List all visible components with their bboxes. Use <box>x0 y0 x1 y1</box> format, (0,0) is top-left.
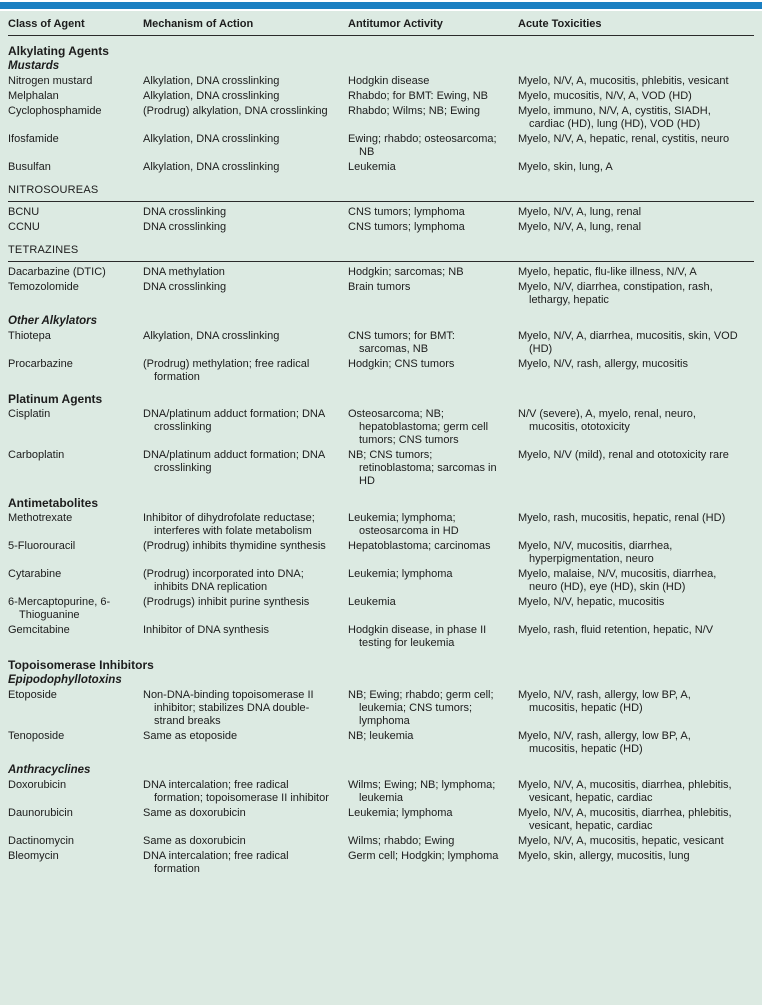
mechanism-of-action: DNA crosslinking <box>143 221 227 233</box>
antitumor-activity: Leukemia; lymphoma; osteosarcoma in HD <box>348 512 459 537</box>
table-row <box>8 624 754 650</box>
table-row <box>8 596 754 622</box>
table-row <box>8 807 754 833</box>
subsection-caps-heading: TETRAZINES <box>8 244 754 262</box>
mechanism-of-action: Alkylation, DNA crosslinking <box>143 133 280 145</box>
mechanism-of-action: DNA intercalation; free radical formation; topoisomerase II inhibitor <box>143 779 329 804</box>
antitumor-activity: Wilms; Ewing; NB; lymphoma; leukemia <box>348 779 496 804</box>
antitumor-activity: NB; CNS tumors; retinoblastoma; sarcomas in HD <box>348 449 497 487</box>
agent-name: Bleomycin <box>8 850 59 862</box>
acute-toxicities: Myelo, N/V, rash, allergy, low BP, A, mucositis, hepatic (HD) <box>518 730 691 755</box>
table-header-row <box>8 14 754 36</box>
agent-name: Dacarbazine (DTIC) <box>8 266 106 278</box>
section-heading: Antimetabolites <box>8 496 99 510</box>
antitumor-activity: Hodgkin disease <box>348 75 430 87</box>
column-header-class-of-agent: Class of Agent <box>8 18 85 30</box>
acute-toxicities: Myelo, N/V, rash, allergy, low BP, A, mucositis, hepatic (HD) <box>518 689 691 714</box>
mechanism-of-action: DNA methylation <box>143 266 225 278</box>
agent-name: Etoposide <box>8 689 57 701</box>
agent-name: Melphalan <box>8 90 59 102</box>
subsection-caps-heading: NITROSOUREAS <box>8 184 754 202</box>
antitumor-activity: Hodgkin; sarcomas; NB <box>348 266 464 278</box>
acute-toxicities: Myelo, skin, allergy, mucositis, lung <box>518 850 690 862</box>
mechanism-of-action: DNA/platinum adduct formation; DNA crosslinking <box>143 449 325 474</box>
agent-name: Methotrexate <box>8 512 73 524</box>
agent-name: Carboplatin <box>8 449 65 461</box>
antitumor-activity: CNS tumors; lymphoma <box>348 221 465 233</box>
table-row <box>8 512 754 538</box>
table-row <box>8 330 754 356</box>
table-row <box>8 358 754 384</box>
antitumor-activity: Hodgkin disease, in phase II testing for leukemia <box>348 624 487 649</box>
antitumor-activity: NB; leukemia <box>348 730 414 742</box>
section-heading: Platinum Agents <box>8 392 103 406</box>
agent-name: Thiotepa <box>8 330 51 342</box>
section-heading: Alkylating Agents <box>8 44 109 58</box>
table-row <box>8 689 754 728</box>
table-row <box>8 835 754 848</box>
mechanism-of-action: Same as etoposide <box>143 730 238 742</box>
table-row <box>8 779 754 805</box>
table-row <box>8 75 754 88</box>
acute-toxicities: Myelo, N/V, hepatic, mucositis <box>518 596 665 608</box>
agent-name: Dactinomycin <box>8 835 75 847</box>
subsection-italic-heading: Epipodophyllotoxins <box>8 674 122 686</box>
agent-name: Procarbazine <box>8 358 73 370</box>
mechanism-of-action: Alkylation, DNA crosslinking <box>143 90 280 102</box>
subsection-italic-heading: Other Alkylators <box>8 315 98 327</box>
mechanism-of-action: Same as doxorubicin <box>143 807 246 819</box>
antitumor-activity: Germ cell; Hodgkin; lymphoma <box>348 850 499 862</box>
antitumor-activity: CNS tumors; for BMT: sarcomas, NB <box>348 330 455 355</box>
acute-toxicities: Myelo, N/V, A, lung, renal <box>518 206 642 218</box>
mechanism-of-action: Alkylation, DNA crosslinking <box>143 75 280 87</box>
antitumor-activity: Hepatoblastoma; carcinomas <box>348 540 491 552</box>
acute-toxicities: Myelo, N/V, A, mucositis, diarrhea, phlebitis, vesicant, hepatic, cardiac <box>518 807 732 832</box>
acute-toxicities: Myelo, N/V, rash, allergy, mucositis <box>518 358 688 370</box>
acute-toxicities: Myelo, N/V, A, mucositis, hepatic, vesicant <box>518 835 724 847</box>
antitumor-activity: CNS tumors; lymphoma <box>348 206 465 218</box>
mechanism-of-action: DNA crosslinking <box>143 281 227 293</box>
mechanism-of-action: Non-DNA-binding topoisomerase II inhibitor; stabilizes DNA double-strand breaks <box>143 689 314 727</box>
table-row <box>8 850 754 876</box>
table-row <box>8 221 754 234</box>
subsection-italic-heading: Anthracyclines <box>8 764 91 776</box>
table-row <box>8 730 754 756</box>
acute-toxicities: Myelo, N/V, A, hepatic, renal, cystitis, neuro <box>518 133 730 145</box>
antitumor-activity: Rhabdo; Wilms; NB; Ewing <box>348 105 481 117</box>
antitumor-activity: Osteosarcoma; NB; hepatoblastoma; germ cell tumors; CNS tumors <box>348 408 489 446</box>
agent-name: BCNU <box>8 206 40 218</box>
table-row <box>8 408 754 447</box>
acute-toxicities: N/V (severe), A, myelo, renal, neuro, mucositis, ototoxicity <box>518 408 696 433</box>
acute-toxicities: Myelo, immuno, N/V, A, cystitis, SIADH, cardiac (HD), lung (HD), VOD (HD) <box>518 105 711 130</box>
mechanism-of-action: DNA/platinum adduct formation; DNA crosslinking <box>143 408 325 433</box>
table-row <box>8 90 754 103</box>
mechanism-of-action: DNA crosslinking <box>143 206 227 218</box>
antitumor-activity: Leukemia <box>348 161 396 173</box>
agent-name: Nitrogen mustard <box>8 75 93 87</box>
agent-name: Gemcitabine <box>8 624 70 636</box>
mechanism-of-action: DNA intercalation; free radical formation <box>143 850 289 875</box>
column-header-mechanism: Mechanism of Action <box>143 18 254 30</box>
table-row <box>8 568 754 594</box>
agent-name: 6-Mercaptopurine, 6-Thioguanine <box>8 596 111 621</box>
agent-name: CCNU <box>8 221 40 233</box>
antitumor-activity: Wilms; rhabdo; Ewing <box>348 835 455 847</box>
column-header-antitumor-activity: Antitumor Activity <box>348 18 443 30</box>
antitumor-activity: Brain tumors <box>348 281 411 293</box>
mechanism-of-action: (Prodrug) inhibits thymidine synthesis <box>143 540 326 552</box>
table-body <box>8 45 754 876</box>
mechanism-of-action: Same as doxorubicin <box>143 835 246 847</box>
table-row <box>8 206 754 219</box>
column-header-acute-toxicities: Acute Toxicities <box>518 18 602 30</box>
top-accent-bar <box>0 2 762 9</box>
table-row <box>8 266 754 279</box>
acute-toxicities: Myelo, skin, lung, A <box>518 161 613 173</box>
agent-name: Doxorubicin <box>8 779 67 791</box>
mechanism-of-action: (Prodrug) alkylation, DNA crosslinking <box>143 105 328 117</box>
mechanism-of-action: Inhibitor of dihydrofolate reductase; interferes with folate metabolism <box>143 512 315 537</box>
mechanism-of-action: (Prodrug) incorporated into DNA; inhibits DNA replication <box>143 568 304 593</box>
agent-name: Cisplatin <box>8 408 51 420</box>
acute-toxicities: Myelo, malaise, N/V, mucositis, diarrhea, neuro (HD), eye (HD), skin (HD) <box>518 568 717 593</box>
agent-name: Cytarabine <box>8 568 62 580</box>
antitumor-activity: Leukemia <box>348 596 396 608</box>
mechanism-of-action: Inhibitor of DNA synthesis <box>143 624 269 636</box>
table-row <box>8 449 754 488</box>
acute-toxicities: Myelo, hepatic, flu-like illness, N/V, A <box>518 266 697 278</box>
mechanism-of-action: Alkylation, DNA crosslinking <box>143 330 280 342</box>
acute-toxicities: Myelo, N/V, A, lung, renal <box>518 221 642 233</box>
agent-name: Ifosfamide <box>8 133 59 145</box>
acute-toxicities: Myelo, N/V, A, mucositis, phlebitis, vesicant <box>518 75 729 87</box>
agent-name: Cyclophosphamide <box>8 105 102 117</box>
table-row <box>8 540 754 566</box>
acute-toxicities: Myelo, N/V, mucositis, diarrhea, hyperpigmentation, neuro <box>518 540 673 565</box>
antitumor-activity: Ewing; rhabdo; osteosarcoma; NB <box>348 133 497 158</box>
acute-toxicities: Myelo, mucositis, N/V, A, VOD (HD) <box>518 90 692 102</box>
subsection-italic-heading: Mustards <box>8 60 60 72</box>
section-heading: Topoisomerase Inhibitors <box>8 658 154 672</box>
acute-toxicities: Myelo, rash, mucositis, hepatic, renal (HD) <box>518 512 726 524</box>
mechanism-of-action: (Prodrug) methylation; free radical formation <box>143 358 310 383</box>
acute-toxicities: Myelo, N/V, A, diarrhea, mucositis, skin, VOD (HD) <box>518 330 738 355</box>
antitumor-activity: NB; Ewing; rhabdo; germ cell; leukemia; CNS tumors; lymphoma <box>348 689 494 727</box>
mechanism-of-action: (Prodrugs) inhibit purine synthesis <box>143 596 310 608</box>
acute-toxicities: Myelo, N/V, A, mucositis, diarrhea, phlebitis, vesicant, hepatic, cardiac <box>518 779 732 804</box>
table-row <box>8 161 754 174</box>
agent-name: 5-Fluorouracil <box>8 540 76 552</box>
agent-name: Tenoposide <box>8 730 65 742</box>
acute-toxicities: Myelo, rash, fluid retention, hepatic, N/V <box>518 624 714 636</box>
antitumor-activity: Rhabdo; for BMT: Ewing, NB <box>348 90 489 102</box>
table-row <box>8 281 754 307</box>
acute-toxicities: Myelo, N/V, diarrhea, constipation, rash, lethargy, hepatic <box>518 281 713 306</box>
chemotherapy-agents-table <box>0 11 762 1005</box>
antitumor-activity: Leukemia; lymphoma <box>348 568 453 580</box>
agent-name: Temozolomide <box>8 281 79 293</box>
antitumor-activity: Hodgkin; CNS tumors <box>348 358 455 370</box>
agent-name: Daunorubicin <box>8 807 73 819</box>
table-row <box>8 133 754 159</box>
antitumor-activity: Leukemia; lymphoma <box>348 807 453 819</box>
mechanism-of-action: Alkylation, DNA crosslinking <box>143 161 280 173</box>
acute-toxicities: Myelo, N/V (mild), renal and ototoxicity rare <box>518 449 729 461</box>
table-row <box>8 105 754 131</box>
agent-name: Busulfan <box>8 161 51 173</box>
